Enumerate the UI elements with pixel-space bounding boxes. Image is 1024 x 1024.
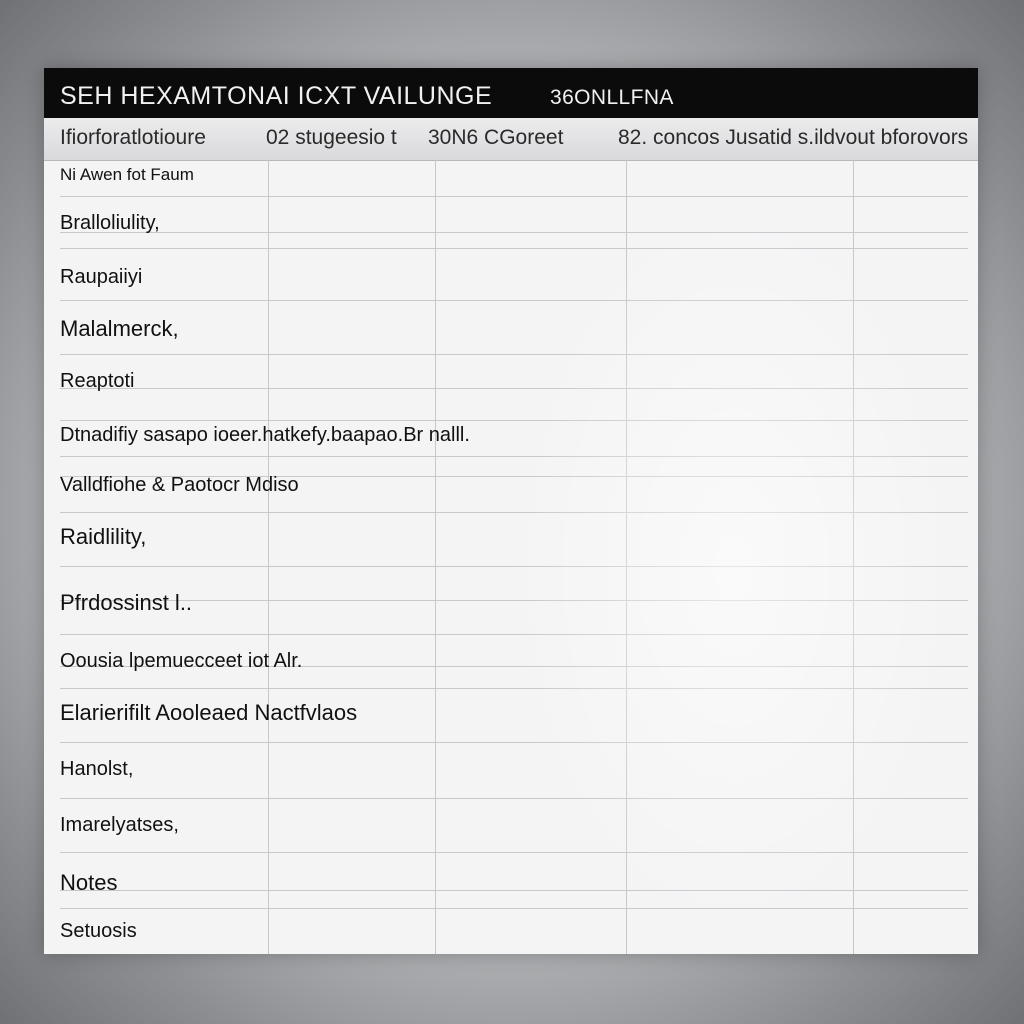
grid-column-divider xyxy=(435,160,436,954)
row-label[interactable]: Setuosis xyxy=(60,920,137,942)
grid-row-divider xyxy=(60,420,968,421)
grid-row-divider xyxy=(60,196,968,197)
row-label[interactable]: Malalmerck, xyxy=(60,316,179,341)
grid-row-divider xyxy=(60,890,968,891)
grid-row-divider xyxy=(60,300,968,301)
grid-column-divider xyxy=(268,160,269,954)
column-header-1[interactable]: Ifiorforatlotioure xyxy=(60,126,206,149)
row-label[interactable]: Ni Awen fot Faum xyxy=(60,165,194,184)
grid-row-divider xyxy=(60,908,968,909)
grid-row-divider xyxy=(60,634,968,635)
grid-row-divider xyxy=(60,798,968,799)
grid-row-divider xyxy=(60,742,968,743)
column-header-3[interactable]: 30N6 CGoreet xyxy=(428,126,564,149)
grid-row-divider xyxy=(60,388,968,389)
row-label[interactable]: Reaptoti xyxy=(60,370,135,392)
row-label[interactable]: Elarierifilt Aooleaed Nactfvlaos xyxy=(60,700,358,725)
row-label[interactable]: Imarelyatses, xyxy=(60,814,179,836)
grid-row-divider xyxy=(60,600,968,601)
grid-row-divider xyxy=(60,852,968,853)
grid-row-divider xyxy=(60,354,968,355)
grid-row-divider xyxy=(60,566,968,567)
row-label[interactable]: Raidlility, xyxy=(60,524,147,549)
row-label[interactable]: Pfrdossinst l.. xyxy=(60,590,193,615)
screen-glare xyxy=(504,188,964,948)
grid-row-divider xyxy=(60,232,968,233)
grid-row-divider xyxy=(60,512,968,513)
grid-column-divider xyxy=(626,160,627,954)
sheet-subtitle: 36ONLLFNA xyxy=(550,86,674,109)
column-header-2[interactable]: 02 stugeesio t xyxy=(266,126,397,149)
row-label[interactable]: Bralloliulity, xyxy=(60,212,160,234)
row-label[interactable]: Dtnadifiy sasapo ioeer.hatkefy.baapao.Br nalll. xyxy=(60,424,470,446)
grid-row-divider xyxy=(60,248,968,249)
grid-row-divider xyxy=(60,688,968,689)
grid-column-divider xyxy=(853,160,854,954)
sheet-title: SEH HEXAMTONAI ICXT VAILUNGE xyxy=(60,82,493,110)
column-header-4[interactable]: 82. concos Jusatid s.ildvout bforovors xyxy=(618,126,969,149)
row-label[interactable]: Raupaiiyi xyxy=(60,266,143,288)
grid-row-divider xyxy=(60,456,968,457)
spreadsheet-sheet xyxy=(44,68,978,954)
title-bar xyxy=(44,68,978,118)
row-label[interactable]: Valldfiohe & Paotocr Mdiso xyxy=(60,474,299,496)
row-label[interactable]: Notes xyxy=(60,870,118,895)
column-header-row xyxy=(44,118,978,161)
row-label[interactable]: Hanolst, xyxy=(60,758,134,780)
row-label[interactable]: Oousia lpemuecceet iot Alr. xyxy=(60,650,303,672)
